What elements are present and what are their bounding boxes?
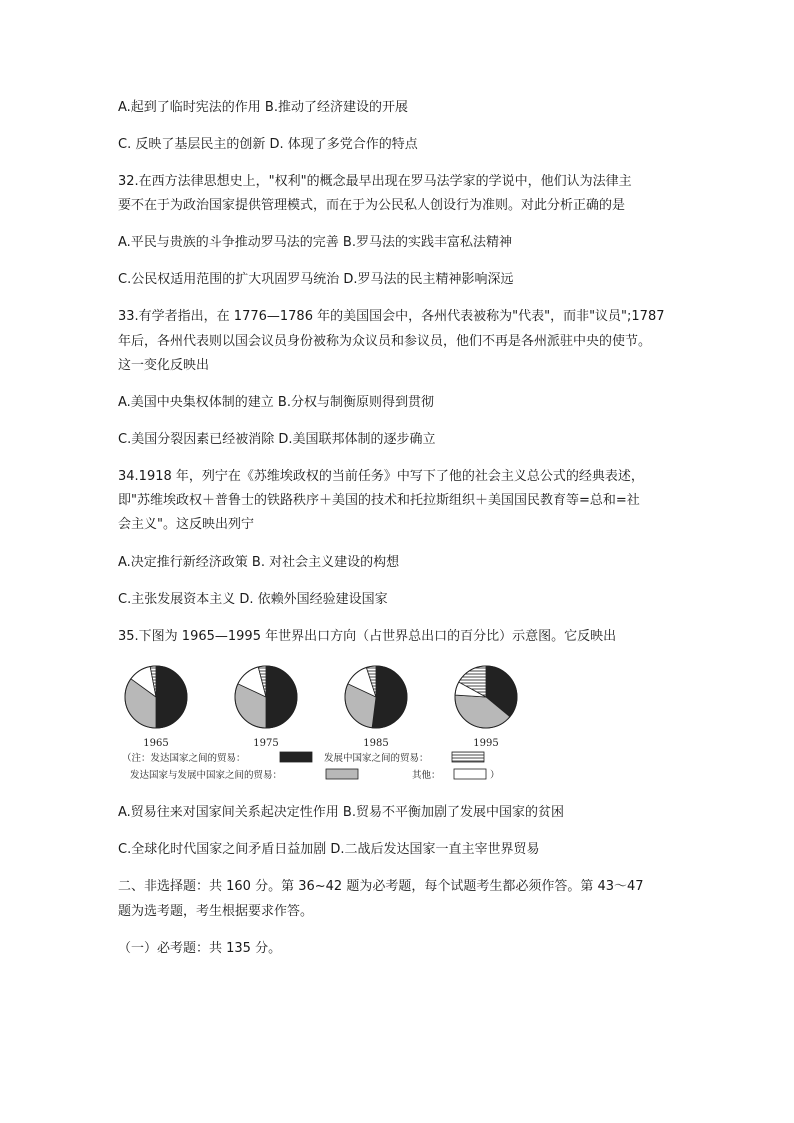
- pie-slice-1965-series-0: [156, 666, 187, 728]
- q34-options-ab: A.决定推行新经济政策 B. 对社会主义建设的构想: [118, 555, 400, 570]
- legend-label-developing-trade: 发展中国家之间的贸易：: [324, 753, 429, 764]
- q31-options-cd: C. 反映了基层民主的创新 D. 体现了多党合作的特点: [118, 137, 418, 152]
- pie-year-label-1995: 1995: [473, 738, 499, 749]
- q35-stem: 35.下图为 1965—1995 年世界出口方向（占世界总出口的百分比）示意图。它反映出: [118, 629, 617, 644]
- export-direction-pie-chart: [112, 658, 532, 788]
- pie-year-label-1975: 1975: [253, 738, 279, 749]
- legend-label-mixed-trade: 发达国家与发展中国家之间的贸易：: [130, 770, 283, 781]
- q33-options-cd: C.美国分裂因素已经被消除 D.美国联邦体制的逐步确立: [118, 432, 436, 447]
- pie-chart-svg: [112, 658, 532, 788]
- q34-stem-line-1: 34.1918 年，列宁在《苏维埃政权的当前任务》中写下了他的社会主义总公式的经典表述，: [118, 469, 644, 484]
- pie-slice-1975-series-0: [266, 666, 297, 728]
- section-2-intro-line-2: 题为选考题，考生根据要求作答。: [118, 904, 314, 919]
- q33-options-ab: A.美国中央集权体制的建立 B.分权与制衡原则得到贯彻: [118, 395, 434, 410]
- pie-slice-1985-series-0: [372, 666, 407, 728]
- section-2-subheading: （一）必考题：共 135 分。: [118, 941, 282, 956]
- q31-options-ab: A.起到了临时宪法的作用 B.推动了经济建设的开展: [118, 100, 408, 115]
- q34-options-cd: C.主张发展资本主义 D. 依赖外国经验建设国家: [118, 592, 388, 607]
- section-2-intro-line-1: 二、非选择题：共 160 分。第 36~42 题为必考题，每个试题考生都必须作答。第 43～47: [118, 879, 644, 894]
- pie-year-label-1985: 1985: [363, 738, 389, 749]
- q35-options-cd: C.全球化时代国家之间矛盾日益加剧 D.二战后发达国家一直主宰世界贸易: [118, 842, 540, 857]
- legend-swatch-developed-trade: [280, 752, 312, 762]
- q35-options-ab: A.贸易往来对国家间关系起决定性作用 B.贸易不平衡加剧了发展中国家的贫困: [118, 805, 564, 820]
- legend-swatch-other: [454, 769, 486, 779]
- q33-stem-line-3: 这一变化反映出: [118, 358, 210, 373]
- legend-swatch-developing-trade: [452, 752, 484, 762]
- legend-label-other: 其他：: [412, 770, 441, 781]
- legend-swatch-mixed-trade: [326, 769, 358, 779]
- legend-close-paren: ）: [490, 770, 500, 781]
- q32-options-ab: A.平民与贵族的斗争推动罗马法的完善 B.罗马法的实践丰富私法精神: [118, 235, 512, 250]
- q34-stem-line-3: 会主义"。这反映出列宁: [118, 517, 254, 532]
- q33-stem-line-1: 33.有学者指出，在 1776—1786 年的美国国会中，各州代表被称为"代表"，而非"议员";1787: [118, 309, 665, 324]
- legend-label-developed-trade: （注：发达国家之间的贸易：: [122, 753, 246, 764]
- q34-stem-line-2: 即"苏维埃政权＋普鲁士的铁路秩序＋美国的技术和托拉斯组织＋美国国民教育等=总和=社: [118, 493, 640, 508]
- q32-stem-line-2: 要不在于为政治国家提供管理模式，而在于为公民私人创设行为准则。对此分析正确的是: [118, 198, 626, 213]
- q32-options-cd: C.公民权适用范围的扩大巩固罗马统治 D.罗马法的民主精神影响深远: [118, 272, 514, 287]
- pie-year-label-1965: 1965: [143, 738, 169, 749]
- q32-stem-line-1: 32.在西方法律思想史上，"权利"的概念最早出现在罗马法学家的学说中，他们认为法律主: [118, 174, 632, 189]
- q33-stem-line-2: 年后，各州代表则以国会议员身份被称为众议员和参议员，他们不再是各州派驻中央的使节。: [118, 334, 652, 349]
